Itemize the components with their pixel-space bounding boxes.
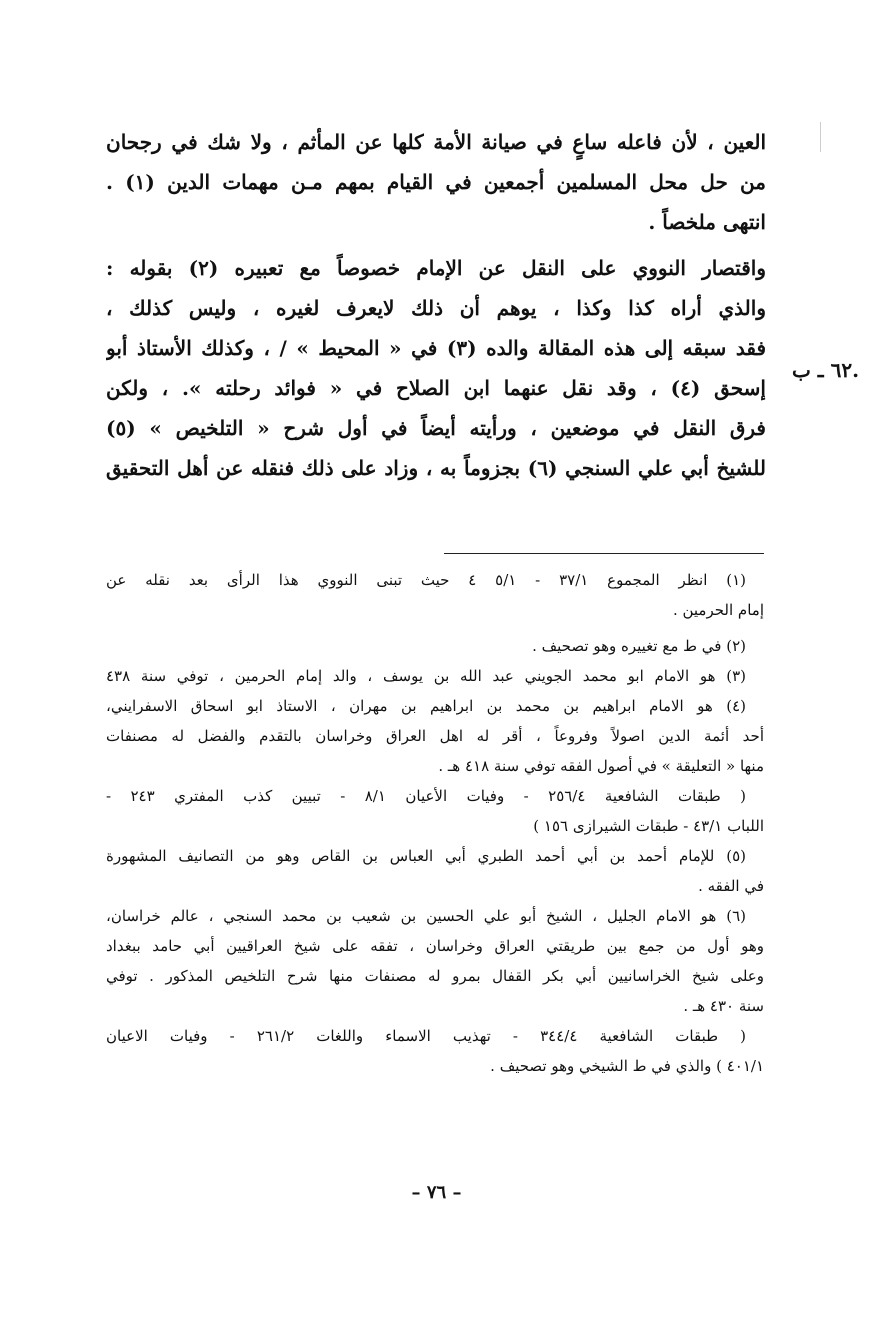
footnote-line: (١) انظر المجموع ٣٧/١ - ٥/١ ٤ حيث تبنى النووي هذا الرأى بعد نقله عن: [106, 571, 747, 589]
text-line: فقد سبقه إلى هذه المقالة والده (٣) في « المحيط » / ، وكذلك الأستاذ أبو: [106, 336, 766, 360]
footnote-line: منها « التعليقة » في أصول الفقه توفي سنة ٤١٨ هـ .: [438, 757, 764, 775]
footnote: [106, 631, 764, 661]
footnote-line: أحد أئمة الدين اصولاً وفروعاً ، أقر له اهل العراق وخراسان بالتقدم والفضل له مصنفات: [106, 727, 764, 745]
manuscript-folio-marker: .٦٢ ـ ب: [792, 358, 860, 382]
footnote-line: ٤٠١/١ ) والذي في ط الشيخي وهو تصحيف .: [490, 1057, 764, 1075]
text-line: من حل محل المسلمين أجمعين في القيام بمهم مـن مهمات الدين (١) .: [106, 170, 766, 194]
text-line: إسحق (٤) ، وقد نقل عنهما ابن الصلاح في « فوائد رحلته ». ، ولكن: [106, 376, 766, 400]
text-line: فرق النقل في موضعين ، ورأيته أيضاً في أول شرح « التلخيص » (٥): [106, 416, 766, 440]
footnote-line: (٣) هو الامام ابو محمد الجويني عبد الله بن يوسف ، والد إمام الحرمين ، توفي سنة ٤٣٨: [106, 667, 746, 685]
footnote-line: وعلى شيخ الخراسانيين أبي بكر القفال بمرو له مصنفات منها شرح التلخيص المذكور . توفي: [106, 967, 764, 985]
page-number: – ٧٦ –: [411, 1182, 462, 1203]
footnote-line: وهو أول من جمع بين طريقتي العراق وخراسان ، تفقه على شيخ العراقيين أبي حامد ببغداد: [106, 937, 764, 955]
footnote-line: اللباب ٤٣/١ - طبقات الشيرازى ١٥٦ ): [533, 817, 764, 835]
text-line: العين ، لأن فاعله ساعٍ في صيانة الأمة كلها عن المأثم ، ولا شك في رجحان: [106, 130, 766, 154]
text-line: واقتصار النووي على النقل عن الإمام خصوصاً مع تعبيره (٢) بقوله :: [106, 256, 766, 280]
footnote: [106, 565, 764, 625]
footnote-line: ( طبقات الشافعية ٣٤٤/٤ - تهذيب الاسماء واللغات ٢٦١/٢ - وفيات الاعيان: [106, 1027, 746, 1045]
main-text: [106, 122, 766, 488]
footnote: [106, 1021, 764, 1081]
footnote: [106, 661, 764, 691]
footnote-line: إمام الحرمين .: [672, 601, 764, 619]
footnote-line: (٢) في ط مع تغييره وهو تصحيف .: [532, 637, 746, 655]
footnote-separator: [444, 553, 764, 554]
scan-edge-mark: [820, 122, 821, 152]
footnote-line: ( طبقات الشافعية ٢٥٦/٤ - وفيات الأعيان ٨/١ - تبيين كذب المفتري ٢٤٣ -: [106, 787, 746, 805]
footnote-line: (٥) للإمام أحمد بن أبي أحمد الطبري أبي العباس بن القاص وهو من التصانيف المشهورة: [106, 847, 746, 865]
footnotes: [106, 565, 764, 1081]
footnote-line: في الفقه .: [698, 877, 764, 895]
text-line: انتهى ملخصاً .: [648, 210, 766, 234]
text-line: للشيخ أبي علي السنجي (٦) بجزوماً به ، وزاد على ذلك فنقله عن أهل التحقيق: [106, 456, 766, 480]
footnote: [106, 841, 764, 901]
footnote-line: سنة ٤٣٠ هـ .: [683, 997, 764, 1015]
footnote-line: (٤) هو الامام ابراهيم بن محمد بن ابراهيم بن مهران ، الاستاذ ابو اسحاق الاسفرايني،: [106, 697, 746, 715]
text-line: والذي أراه كذا وكذا ، يوهم أن ذلك لايعرف لغيره ، وليس كذلك ،: [106, 296, 766, 320]
footnote-line: (٦) هو الامام الجليل ، الشيخ أبو علي الحسين بن شعيب بن محمد السنجي ، عالم خراسان،: [106, 907, 746, 925]
footnote: [106, 781, 764, 841]
footnote: [106, 691, 764, 781]
footnote: [106, 901, 764, 1021]
